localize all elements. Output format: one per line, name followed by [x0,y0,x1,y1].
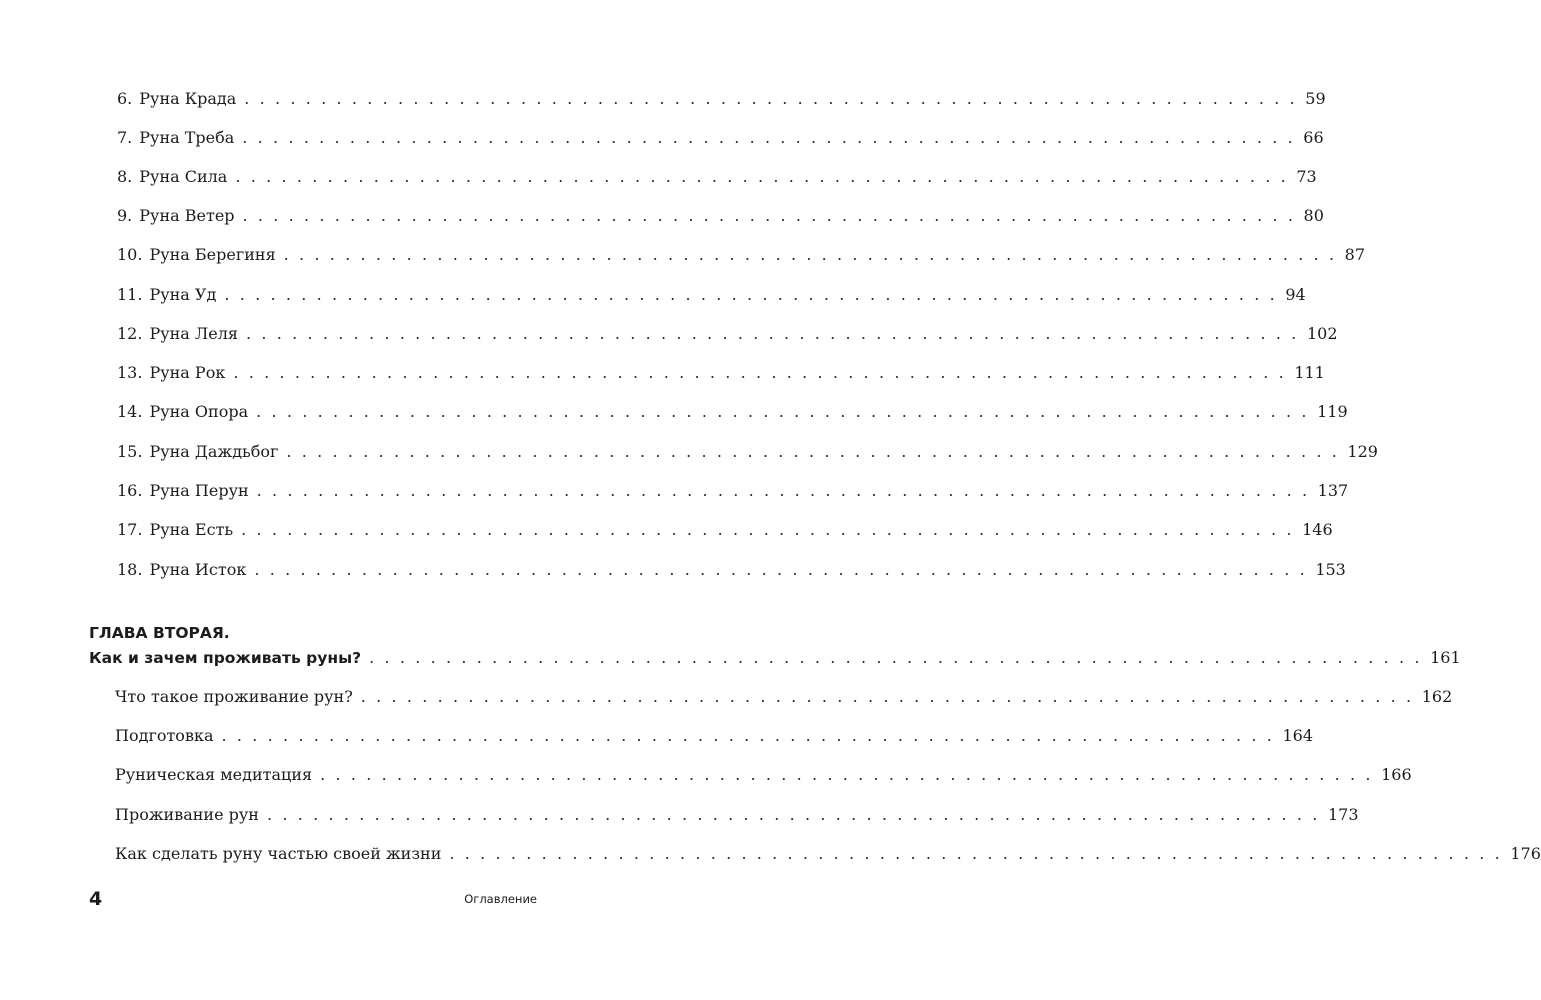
dot-leader: . . . . . . . . . . . . . . . . . . . . . . . . . . . . . . . . . . . . . . . . . . . . . . . . . . . . . . . . . . . . . . . . . . . . . [369,648,1423,667]
entry-page-number: 173 [1327,805,1359,824]
entry-number: 9. [117,206,133,225]
entry-title: Руна Сила [139,167,228,186]
entry-number: 18. [117,560,143,579]
dot-leader: . . . . . . . . . . . . . . . . . . . . . . . . . . . . . . . . . . . . . . . . . . . . . . . . . . . . . . . . . . . . . . . . . . . . . [224,285,1278,304]
dot-leader: . . . . . . . . . . . . . . . . . . . . . . . . . . . . . . . . . . . . . . . . . . . . . . . . . . . . . . . . . . . . . . . . . . . . . [235,167,1289,186]
entry-page-number: 111 [1294,363,1325,382]
entry-title: Что такое проживание рун? [115,687,353,706]
entry-number: 16. [117,481,143,500]
entry-number: 7. [117,128,133,147]
toc-entry-runa-rok[interactable] [117,363,1325,383]
entry-number: 6. [117,89,133,108]
entry-number: 12. [117,324,143,343]
dot-leader: . . . . . . . . . . . . . . . . . . . . . . . . . . . . . . . . . . . . . . . . . . . . . . . . . . . . . . . . . . . . . . . . . . . . . [320,765,1374,784]
entry-page-number: 164 [1282,726,1314,745]
entry-title: Руна Опора [149,402,249,421]
toc-entry-section-meditation[interactable] [115,765,1412,785]
entry-title: Руна Крада [139,89,237,108]
toc-entry-runa-veter[interactable] [117,206,1324,226]
dot-leader: . . . . . . . . . . . . . . . . . . . . . . . . . . . . . . . . . . . . . . . . . . . . . . . . . . . . . . . . . . . . . . . . . . . . . [360,687,1414,706]
entry-title: Как сделать руну частью своей жизни [115,844,442,863]
dot-leader: . . . . . . . . . . . . . . . . . . . . . . . . . . . . . . . . . . . . . . . . . . . . . . . . . . . . . . . . . . . . . . . . . . . . . [256,402,1310,421]
entry-page-number: 119 [1317,402,1348,421]
entry-number: 15. [117,442,143,461]
entry-title: Руна Треба [139,128,235,147]
entry-page-number: 166 [1381,765,1412,784]
entry-title: Руна Даждьбог [149,442,279,461]
entry-page-number: 102 [1306,324,1338,343]
toc-entry-section-what-is-living[interactable] [115,687,1453,707]
dot-leader: . . . . . . . . . . . . . . . . . . . . . . . . . . . . . . . . . . . . . . . . . . . . . . . . . . . . . . . . . . . . . . . . . . . . . [283,245,1337,264]
toc-entry-runa-istok[interactable] [117,560,1346,580]
entry-title: Руна Перун [149,481,249,500]
toc-entry-runa-perun[interactable] [117,481,1349,501]
dot-leader: . . . . . . . . . . . . . . . . . . . . . . . . . . . . . . . . . . . . . . . . . . . . . . . . . . . . . . . . . . . . . . . . . . . . . [221,726,1275,745]
entry-number: 11. [117,285,143,304]
entry-page-number: 94 [1285,285,1306,304]
entry-title: Руна Исток [149,560,247,579]
entry-page-number: 73 [1296,167,1317,186]
toc-entry-runa-treba[interactable] [117,128,1324,148]
entry-number: 17. [117,520,143,539]
toc-entry-chapter-two[interactable] [89,648,1461,668]
toc-entry-runa-krada[interactable] [117,89,1326,109]
toc-entry-runa-sila[interactable] [117,167,1317,187]
entry-number: 13. [117,363,143,382]
toc-entry-section-preparation[interactable] [115,726,1314,746]
toc-entry-section-rune-in-life[interactable] [115,844,1541,864]
dot-leader: . . . . . . . . . . . . . . . . . . . . . . . . . . . . . . . . . . . . . . . . . . . . . . . . . . . . . . . . . . . . . . . . . . . . . [242,206,1296,225]
dot-leader: . . . . . . . . . . . . . . . . . . . . . . . . . . . . . . . . . . . . . . . . . . . . . . . . . . . . . . . . . . . . . . . . . . . . . [449,844,1503,863]
toc-entry-runa-dazhdbog[interactable] [117,442,1378,462]
entry-page-number: 153 [1315,560,1346,579]
entry-page-number: 87 [1344,245,1366,264]
dot-leader: . . . . . . . . . . . . . . . . . . . . . . . . . . . . . . . . . . . . . . . . . . . . . . . . . . . . . . . . . . . . . . . . . . . . . [254,560,1308,579]
entry-number: 8. [117,167,133,186]
toc-entry-runa-lelya[interactable] [117,324,1338,344]
entry-title: Руна Рок [149,363,226,382]
chapter-subtitle: Как и зачем проживать руны? [89,649,362,667]
entry-page-number: 59 [1305,89,1326,108]
dot-leader: . . . . . . . . . . . . . . . . . . . . . . . . . . . . . . . . . . . . . . . . . . . . . . . . . . . . . . . . . . . . . . . . . . . . . [266,805,1320,824]
entry-title: Руна Ветер [139,206,235,225]
dot-leader: . . . . . . . . . . . . . . . . . . . . . . . . . . . . . . . . . . . . . . . . . . . . . . . . . . . . . . . . . . . . . . . . . . . . . [242,128,1296,147]
entry-title: Проживание рун [115,805,259,824]
dot-leader: . . . . . . . . . . . . . . . . . . . . . . . . . . . . . . . . . . . . . . . . . . . . . . . . . . . . . . . . . . . . . . . . . . . . . [244,89,1298,108]
dot-leader: . . . . . . . . . . . . . . . . . . . . . . . . . . . . . . . . . . . . . . . . . . . . . . . . . . . . . . . . . . . . . . . . . . . . . [246,324,1299,343]
entry-page-number: 66 [1303,128,1324,147]
dot-leader: . . . . . . . . . . . . . . . . . . . . . . . . . . . . . . . . . . . . . . . . . . . . . . . . . . . . . . . . . . . . . . . . . . . . . [233,363,1287,382]
entry-page-number: 129 [1347,442,1378,461]
entry-page-number: 162 [1421,687,1453,706]
entry-page-number: 146 [1302,520,1333,539]
entry-title: Руна Уд [149,285,217,304]
running-title: Оглавление [464,892,537,906]
entry-page-number: 137 [1317,481,1349,500]
entry-page-number: 176 [1510,844,1541,863]
toc-entry-section-living-runes[interactable] [115,805,1359,825]
toc-entry-runa-opora[interactable] [117,402,1348,422]
toc-entry-runa-bereginya[interactable] [117,245,1366,265]
page-number: 4 [89,888,103,910]
dot-leader: . . . . . . . . . . . . . . . . . . . . . . . . . . . . . . . . . . . . . . . . . . . . . . . . . . . . . . . . . . . . . . . . . . . . . [256,481,1310,500]
toc-entry-runa-est[interactable] [117,520,1333,540]
entry-title: Руна Берегиня [149,245,276,264]
entry-title: Руническая медитация [115,765,313,784]
entry-title: Руна Есть [149,520,234,539]
entry-page-number: 80 [1303,206,1324,225]
entry-page-number: 161 [1430,648,1461,667]
entry-title: Руна Леля [149,324,238,343]
entry-number: 14. [117,402,143,421]
chapter-heading: ГЛАВА ВТОРАЯ. [89,624,230,642]
entry-title: Подготовка [115,726,214,745]
dot-leader: . . . . . . . . . . . . . . . . . . . . . . . . . . . . . . . . . . . . . . . . . . . . . . . . . . . . . . . . . . . . . . . . . . . . . [286,442,1340,461]
entry-number: 10. [117,245,143,264]
dot-leader: . . . . . . . . . . . . . . . . . . . . . . . . . . . . . . . . . . . . . . . . . . . . . . . . . . . . . . . . . . . . . . . . . . . . . [241,520,1295,539]
toc-entry-runa-ud[interactable] [117,285,1306,305]
